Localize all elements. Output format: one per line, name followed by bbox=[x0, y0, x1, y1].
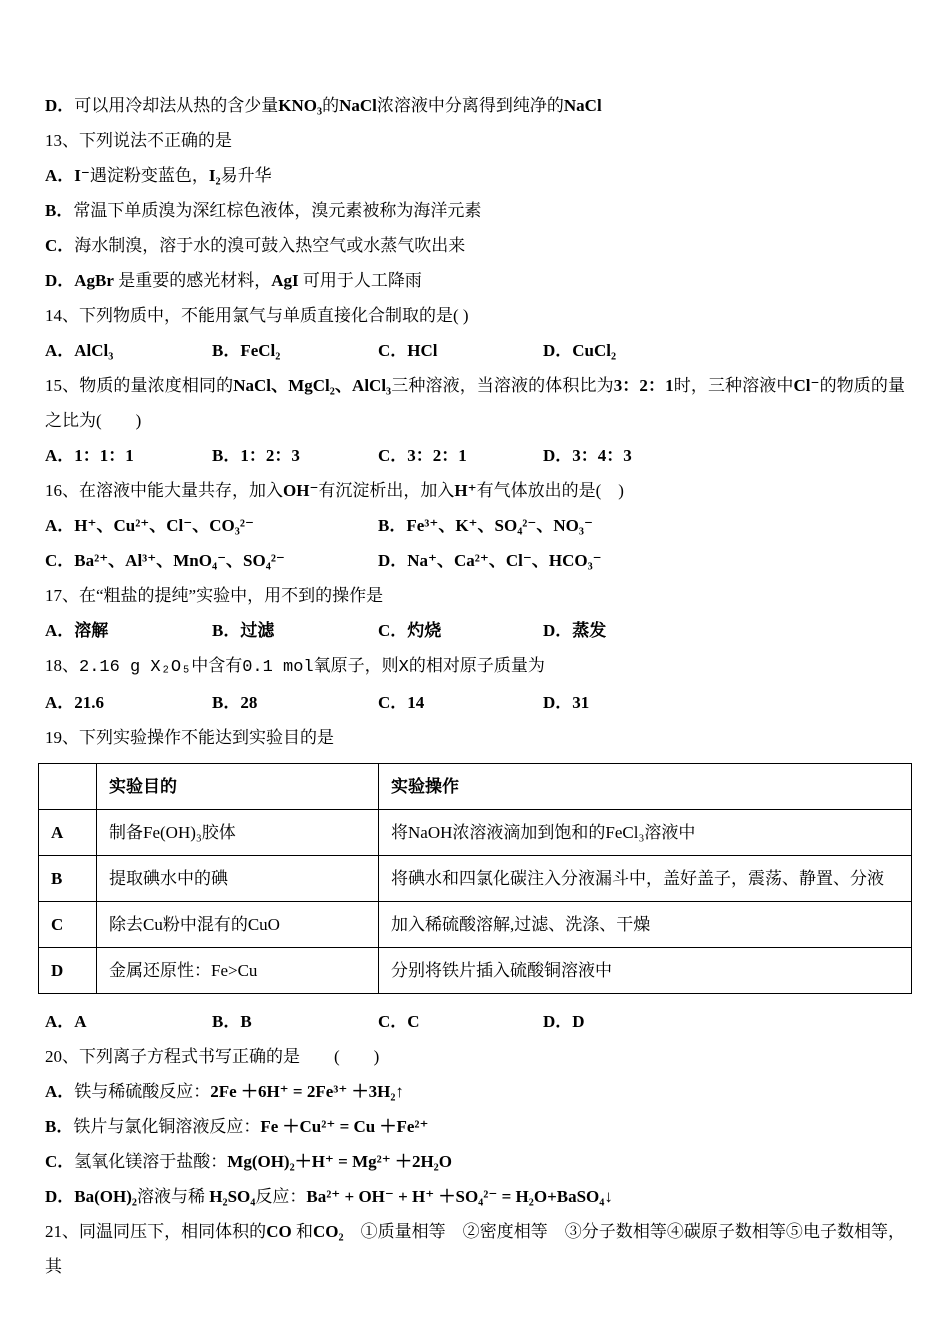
text-run: 13、下列说法不正确的是 bbox=[45, 131, 232, 150]
text-run: I₂ bbox=[208, 166, 221, 185]
table-header-cell bbox=[39, 764, 97, 810]
table-row-letter: B bbox=[39, 856, 97, 902]
text-run: 三种溶液，当溶液的体积比为 bbox=[391, 376, 614, 395]
text-run: 中含有 bbox=[191, 656, 243, 675]
text-run: H⁺ bbox=[454, 481, 477, 500]
text-run: 铁与稀硫酸反应： bbox=[74, 1082, 211, 1101]
q15-options bbox=[45, 438, 905, 473]
option-item: A．1：1：1 bbox=[45, 446, 134, 465]
option-item: D．D bbox=[543, 1012, 585, 1031]
option-item: A．21.6 bbox=[45, 693, 105, 712]
text-run: Fe ＋Cu²⁺ = Cu ＋Fe²⁺ bbox=[260, 1117, 429, 1136]
text-run: OH⁻ bbox=[283, 481, 319, 500]
text-run: 铁片与氯化铜溶液反应： bbox=[73, 1117, 261, 1136]
text-run: NaCl bbox=[339, 96, 377, 115]
option-item: C．14 bbox=[378, 693, 425, 712]
text-run: 有气体放出的是( ) bbox=[476, 481, 624, 500]
table-row-letter: C bbox=[39, 902, 97, 948]
table-cell: 分别将铁片插入硫酸铜溶液中 bbox=[379, 948, 912, 994]
text-run: B． bbox=[45, 1117, 74, 1136]
text-run: Mg(OH)₂＋H⁺ = Mg²⁺ ＋2H₂O bbox=[227, 1152, 452, 1171]
q17-options bbox=[45, 613, 905, 648]
q20-option-a bbox=[45, 1074, 905, 1109]
text-run: 0.1 mol bbox=[242, 658, 314, 677]
q13-option-d bbox=[45, 263, 905, 298]
table-row bbox=[39, 856, 912, 902]
q13-option-c bbox=[45, 228, 905, 263]
q16-options-row1 bbox=[45, 508, 905, 543]
text-run: 15、物质的量浓度相同的 bbox=[45, 376, 234, 395]
q12-option-d bbox=[45, 88, 905, 123]
text-run: D． bbox=[45, 1187, 75, 1206]
table-cell: 制备Fe(OH)₃胶体 bbox=[97, 810, 379, 856]
table-cell: 加入稀硫酸溶解,过滤、洗涤、干燥 bbox=[379, 902, 912, 948]
option-item: C．HCl bbox=[378, 341, 438, 360]
q21-stem bbox=[45, 1214, 905, 1284]
option-item: D．31 bbox=[543, 693, 590, 712]
option-item: B．B bbox=[212, 1012, 252, 1031]
table-header-cell: 实验操作 bbox=[379, 764, 912, 810]
text-run: 遇淀粉变蓝色， bbox=[89, 166, 209, 185]
text-run: 有沉淀析出，加入 bbox=[318, 481, 455, 500]
text-run: 19、下列实验操作不能达到实验目的是 bbox=[45, 728, 334, 747]
text-run: 18、 bbox=[45, 656, 79, 675]
option-item: B．过滤 bbox=[212, 621, 275, 640]
q13-option-a bbox=[45, 158, 905, 193]
q20-option-d bbox=[45, 1179, 905, 1214]
table-header-row bbox=[39, 764, 912, 810]
text-run: D． bbox=[45, 271, 75, 290]
q13-stem bbox=[45, 123, 905, 158]
text-run: 易升华 bbox=[220, 166, 272, 185]
option-item: C．Ba²⁺、Al³⁺、MnO₄⁻、SO₄²⁻ bbox=[45, 551, 285, 570]
q20-option-c bbox=[45, 1144, 905, 1179]
text-run: 3：2：1 bbox=[613, 376, 674, 395]
text-run: 溶液与稀 bbox=[137, 1187, 210, 1206]
text-run: CO bbox=[266, 1222, 292, 1241]
text-run: C． bbox=[45, 1152, 75, 1171]
text-run: B． bbox=[45, 201, 74, 220]
q19-options bbox=[45, 1004, 905, 1039]
option-item: B．Fe³⁺、K⁺、SO₄²⁻、NO₃⁻ bbox=[378, 516, 593, 535]
table-header-cell: 实验目的 bbox=[97, 764, 379, 810]
option-item: B．28 bbox=[212, 693, 258, 712]
text-run: 氢氧化镁溶于盐酸： bbox=[74, 1152, 228, 1171]
q16-options-row2 bbox=[45, 543, 905, 578]
table-cell: 提取碘水中的碘 bbox=[97, 856, 379, 902]
table-row bbox=[39, 902, 912, 948]
text-run: 17、在“粗盐的提纯”实验中，用不到的操作是 bbox=[45, 586, 384, 605]
text-run: 14、下列物质中，不能用氯气与单质直接化合制取的是( ) bbox=[45, 306, 469, 325]
q19-stem bbox=[45, 720, 905, 755]
text-run: KNO₃ bbox=[278, 96, 323, 115]
option-item: D．3：4：3 bbox=[543, 446, 632, 465]
q19-experiment-table bbox=[38, 763, 912, 994]
q17-stem bbox=[45, 578, 905, 613]
q13-option-b bbox=[45, 193, 905, 228]
text-run: 2.16 g X₂O₅ bbox=[79, 658, 192, 677]
option-item: C．C bbox=[378, 1012, 420, 1031]
text-run: AgBr bbox=[74, 271, 114, 290]
text-run: ①质量相等 ②密度相等 ③分子数相等④碳原子数相等⑤电子数相等，其 bbox=[45, 1222, 906, 1276]
table-row bbox=[39, 948, 912, 994]
option-item: A．H⁺、Cu²⁺、Cl⁻、CO₃²⁻ bbox=[45, 516, 254, 535]
table-row-letter: D bbox=[39, 948, 97, 994]
option-item: C．3：2：1 bbox=[378, 446, 467, 465]
q18-stem bbox=[45, 648, 905, 685]
table-row-letter: A bbox=[39, 810, 97, 856]
text-run: 和 bbox=[291, 1222, 313, 1241]
text-run: A． bbox=[45, 166, 75, 185]
text-run: 常温下单质溴为深红棕色液体，溴元素被称为海洋元素 bbox=[73, 201, 482, 220]
text-run: 2Fe ＋6H⁺ = 2Fe³⁺ ＋3H₂↑ bbox=[210, 1082, 404, 1101]
text-run: 浓溶液中分离得到纯净的 bbox=[376, 96, 564, 115]
text-run: 的相对原子质量为 bbox=[408, 656, 545, 675]
text-run: CO₂ bbox=[312, 1222, 344, 1241]
table-cell: 金属还原性：Fe>Cu bbox=[97, 948, 379, 994]
option-item: D．Na⁺、Ca²⁺、Cl⁻、HCO₃⁻ bbox=[378, 551, 602, 570]
text-run: 20、下列离子方程式书写正确的是 ( ) bbox=[45, 1047, 380, 1066]
q20-option-b bbox=[45, 1109, 905, 1144]
q15-stem bbox=[45, 368, 905, 438]
text-run: 时，三种溶液中 bbox=[673, 376, 794, 395]
table-cell: 将NaOH浓溶液滴加到饱和的FeCl₃溶液中 bbox=[379, 810, 912, 856]
text-run: C． bbox=[45, 236, 75, 255]
option-item: C．灼烧 bbox=[378, 621, 442, 640]
text-run: 的物质的量之比为( ) bbox=[45, 376, 906, 430]
option-item: D．CuCl₂ bbox=[543, 341, 617, 360]
text-run: NaCl bbox=[563, 96, 602, 115]
q18-options bbox=[45, 685, 905, 720]
option-item: A．AlCl₃ bbox=[45, 341, 114, 360]
text-run: A． bbox=[45, 1082, 75, 1101]
text-run: 可以用冷却法从热的含少量 bbox=[74, 96, 279, 115]
option-item: B．FeCl₂ bbox=[212, 341, 281, 360]
option-item: A．溶解 bbox=[45, 621, 109, 640]
table-cell: 将碘水和四氯化碳注入分液漏斗中，盖好盖子，震荡、静置、分液 bbox=[379, 856, 912, 902]
text-run: 21、同温同压下，相同体积的 bbox=[45, 1222, 267, 1241]
text-run: 16、在溶液中能大量共存，加入 bbox=[45, 481, 283, 500]
text-run: 可用于人工降雨 bbox=[298, 271, 422, 290]
table-row bbox=[39, 810, 912, 856]
text-run: NaCl、MgCl₂、AlCl₃ bbox=[233, 376, 392, 395]
text-run: 海水制溴，溶于水的溴可鼓入热空气或水蒸气吹出来 bbox=[74, 236, 466, 255]
text-run: I⁻ bbox=[74, 166, 90, 185]
text-run: AgI bbox=[271, 271, 299, 290]
text-run: Ba²⁺ + OH⁻ + H⁺ ＋SO₄²⁻ = H₂O+BaSO₄↓ bbox=[306, 1187, 613, 1206]
text-run: Ba(OH)₂ bbox=[74, 1187, 137, 1206]
q20-stem bbox=[45, 1039, 905, 1074]
text-run: 的 bbox=[322, 96, 340, 115]
q14-options bbox=[45, 333, 905, 368]
text-run: D． bbox=[45, 96, 75, 115]
document-content bbox=[45, 88, 905, 1284]
text-run: 是重要的感光材料， bbox=[113, 271, 272, 290]
text-run: H₂SO₄ bbox=[209, 1187, 256, 1206]
text-run: X bbox=[398, 658, 409, 677]
text-run: 氧原子，则 bbox=[313, 656, 399, 675]
option-item: D．蒸发 bbox=[543, 621, 607, 640]
option-item: B．1：2：3 bbox=[212, 446, 300, 465]
q16-stem bbox=[45, 473, 905, 508]
q14-stem bbox=[45, 298, 905, 333]
text-run: Cl⁻ bbox=[793, 376, 820, 395]
table-cell: 除去Cu粉中混有的CuO bbox=[97, 902, 379, 948]
option-item: A．A bbox=[45, 1012, 87, 1031]
text-run: 反应： bbox=[255, 1187, 307, 1206]
